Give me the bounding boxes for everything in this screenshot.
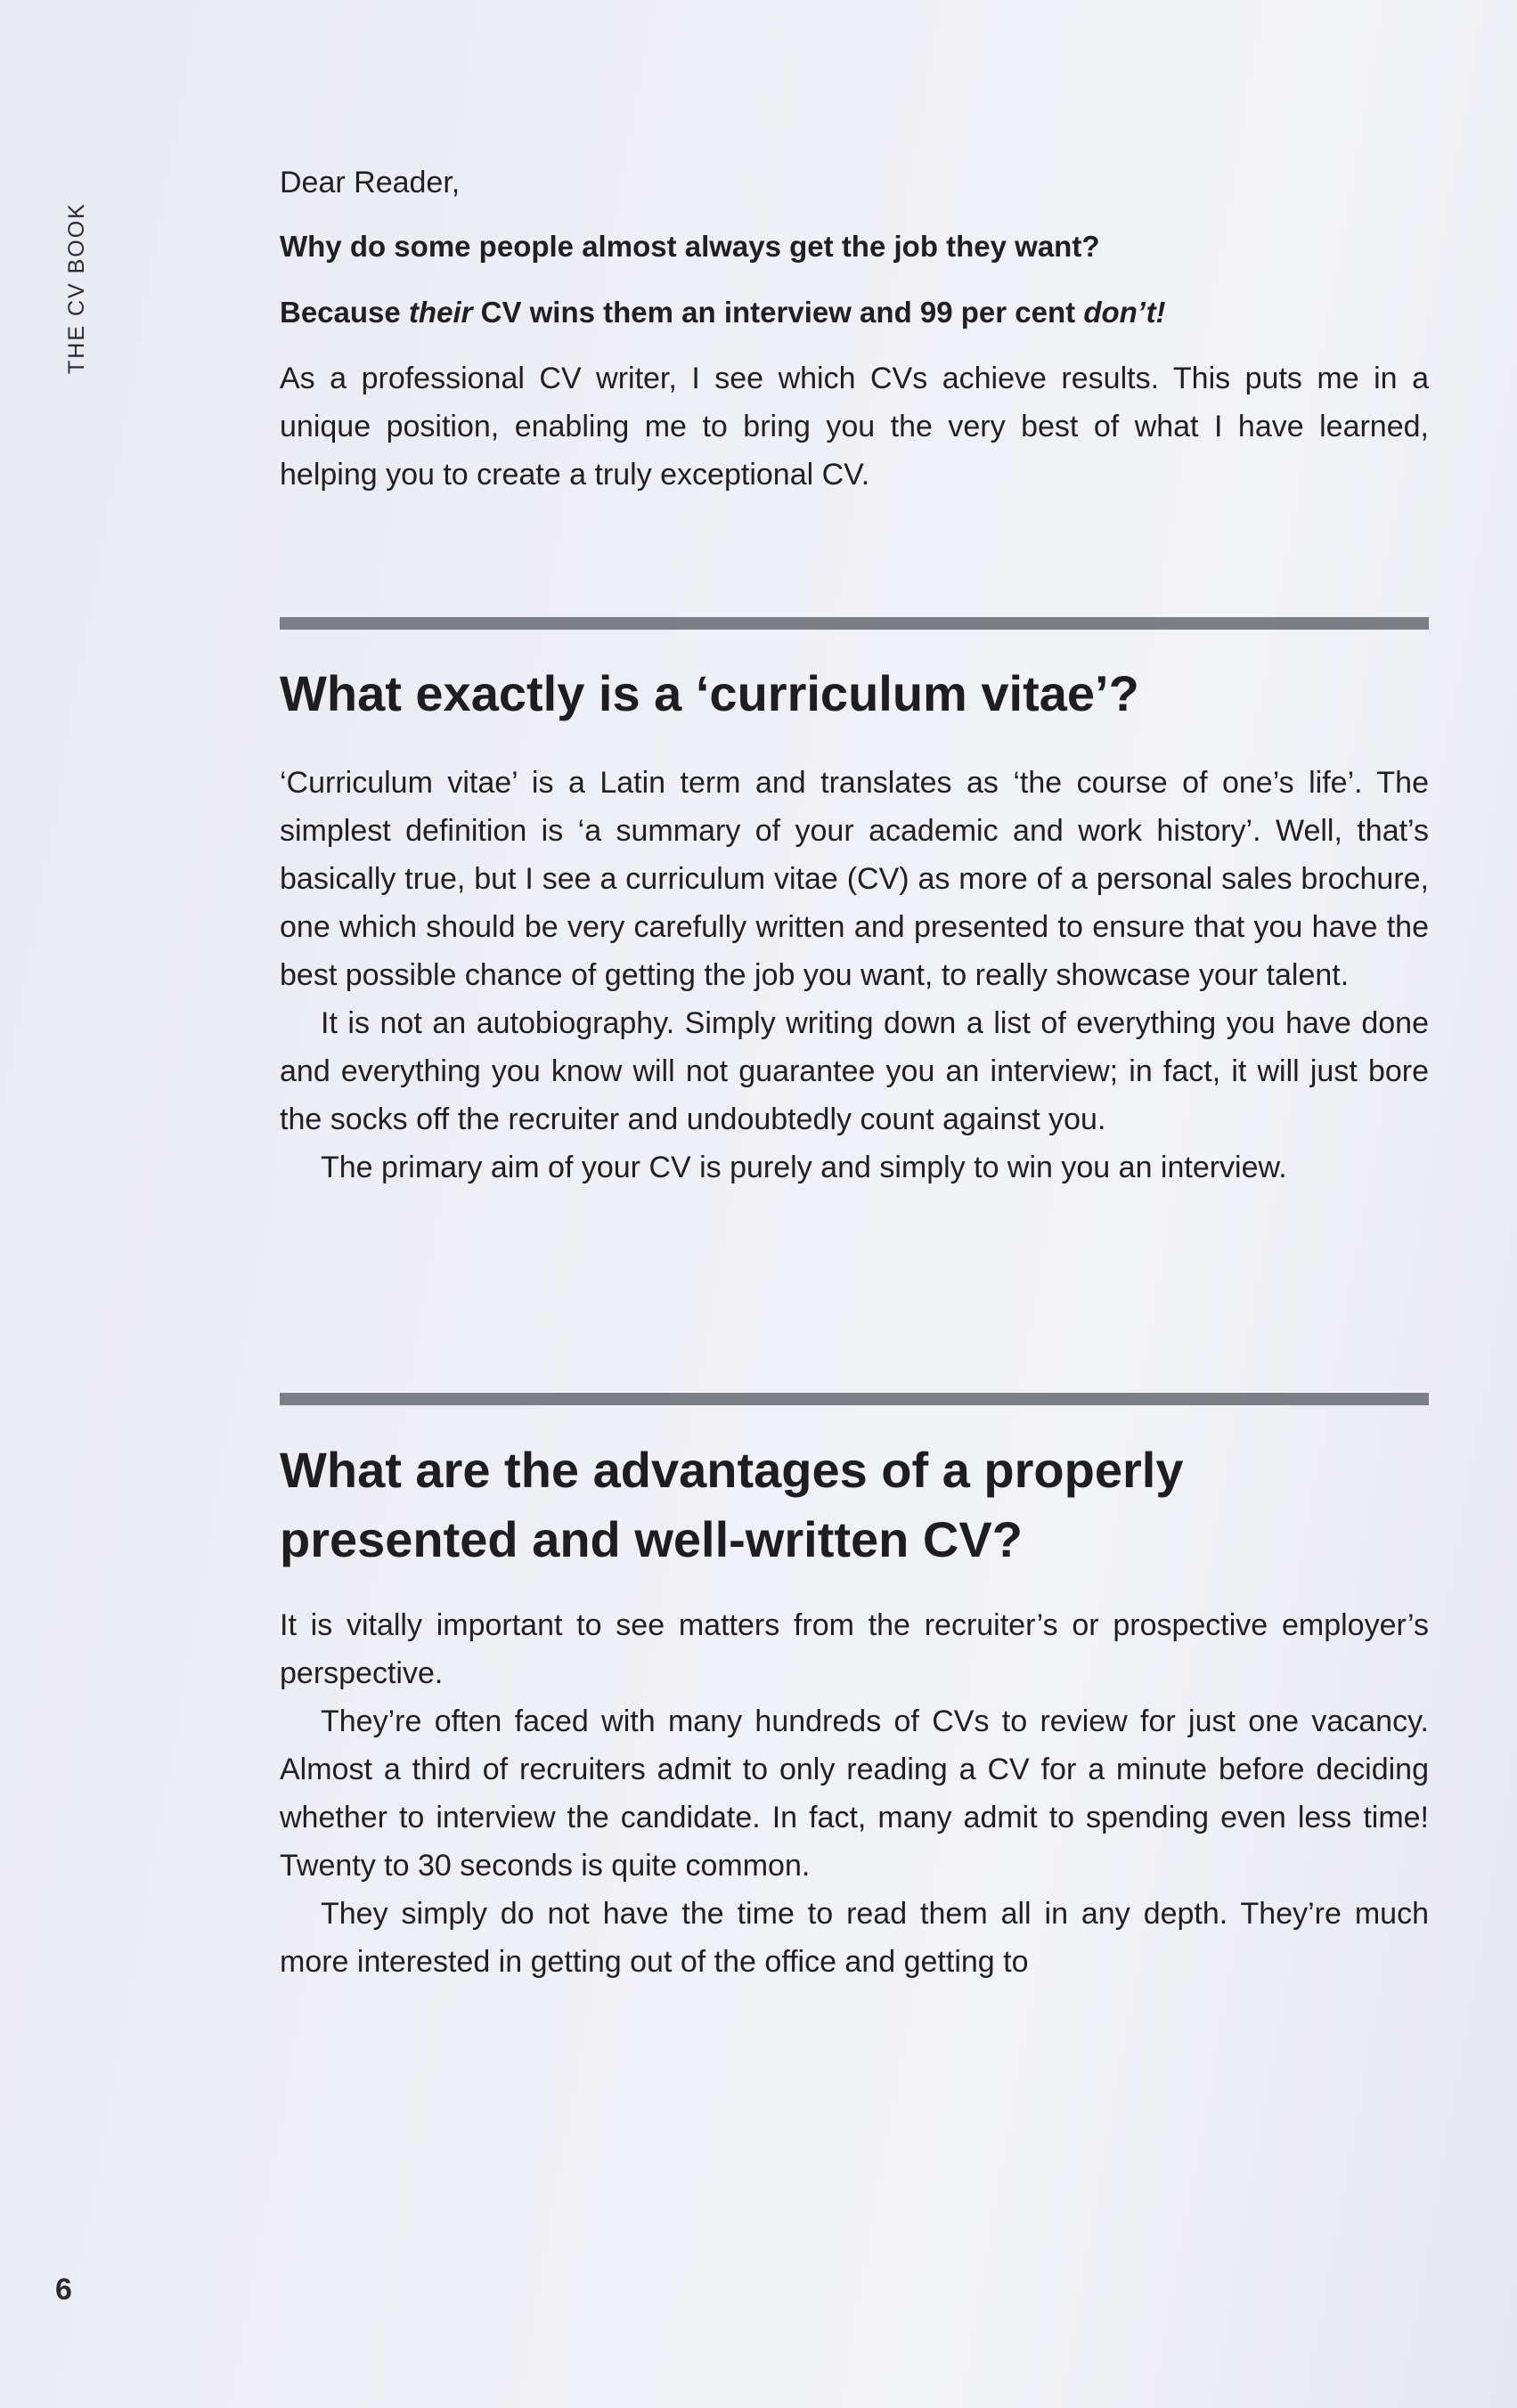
page-number: 6 — [55, 2273, 72, 2306]
intro-paragraph: As a professional CV writer, I see which CVs achieve results. This puts me in a unique position, enabling me to bring you the very best of what I have learned, helping you to create a truly exceptional CV. — [280, 362, 1429, 492]
section-body — [280, 1601, 1429, 1986]
body-paragraph: It is not an autobiography. Simply writing down a list of everything you have done and everything you know will not guarantee you an interview; in fact, it will just bore the socks off the recruiter and undoubtedly count against you. — [280, 1006, 1429, 1136]
salutation: Dear Reader, — [280, 166, 461, 199]
running-title: THE CV BOOK — [64, 202, 89, 374]
body-paragraph: ‘Curriculum vitae’ is a Latin term and translates as ‘the course of one’s life’. The simplest definition is ‘a summary of your academic and work history’. Well, that’s basically true, but I see a curriculum vitae (CV) as more of a personal sales brochure, one which should be very carefully written and presented to ensure that you have the best possible chance of getting the job you want, to really showcase your talent. — [280, 766, 1429, 992]
lead-question: Why do some people almost always get the job they want? — [280, 230, 1100, 263]
lead-answer-part: Because — [280, 296, 409, 329]
section-body — [280, 759, 1429, 1192]
body-paragraph: The primary aim of your CV is purely and simply to win you an interview. — [321, 1151, 1287, 1184]
emphasis-their: their — [408, 296, 473, 329]
body-paragraph: They’re often faced with many hundreds of CVs to review for just one vacancy. Almost a third of recruiters admit to only reading a CV for a minute before deciding whether to interview the candidate. In fact, many admit to spending even less time! Twenty to 30 seconds is quite common. — [280, 1704, 1429, 1883]
section-divider — [280, 617, 1429, 630]
section-heading: What exactly is a ‘curriculum vitae’? — [280, 665, 1139, 721]
body-paragraph: It is vitally important to see matters from the recruiter’s or prospective employer’s perspective. — [280, 1608, 1429, 1690]
body-paragraph: They simply do not have the time to read them all in any depth. They’re much more interested in getting out of the office and getting to — [280, 1897, 1429, 1979]
section-divider — [280, 1393, 1429, 1405]
section-heading: What are the advantages of a properly presented and well-written CV? — [280, 1442, 1184, 1567]
emphasis-dont: don’t! — [1083, 296, 1166, 329]
intro-letter — [280, 159, 1429, 499]
lead-answer — [280, 289, 1429, 337]
lead-answer-part: CV wins them an interview and 99 per cent — [472, 296, 1084, 329]
